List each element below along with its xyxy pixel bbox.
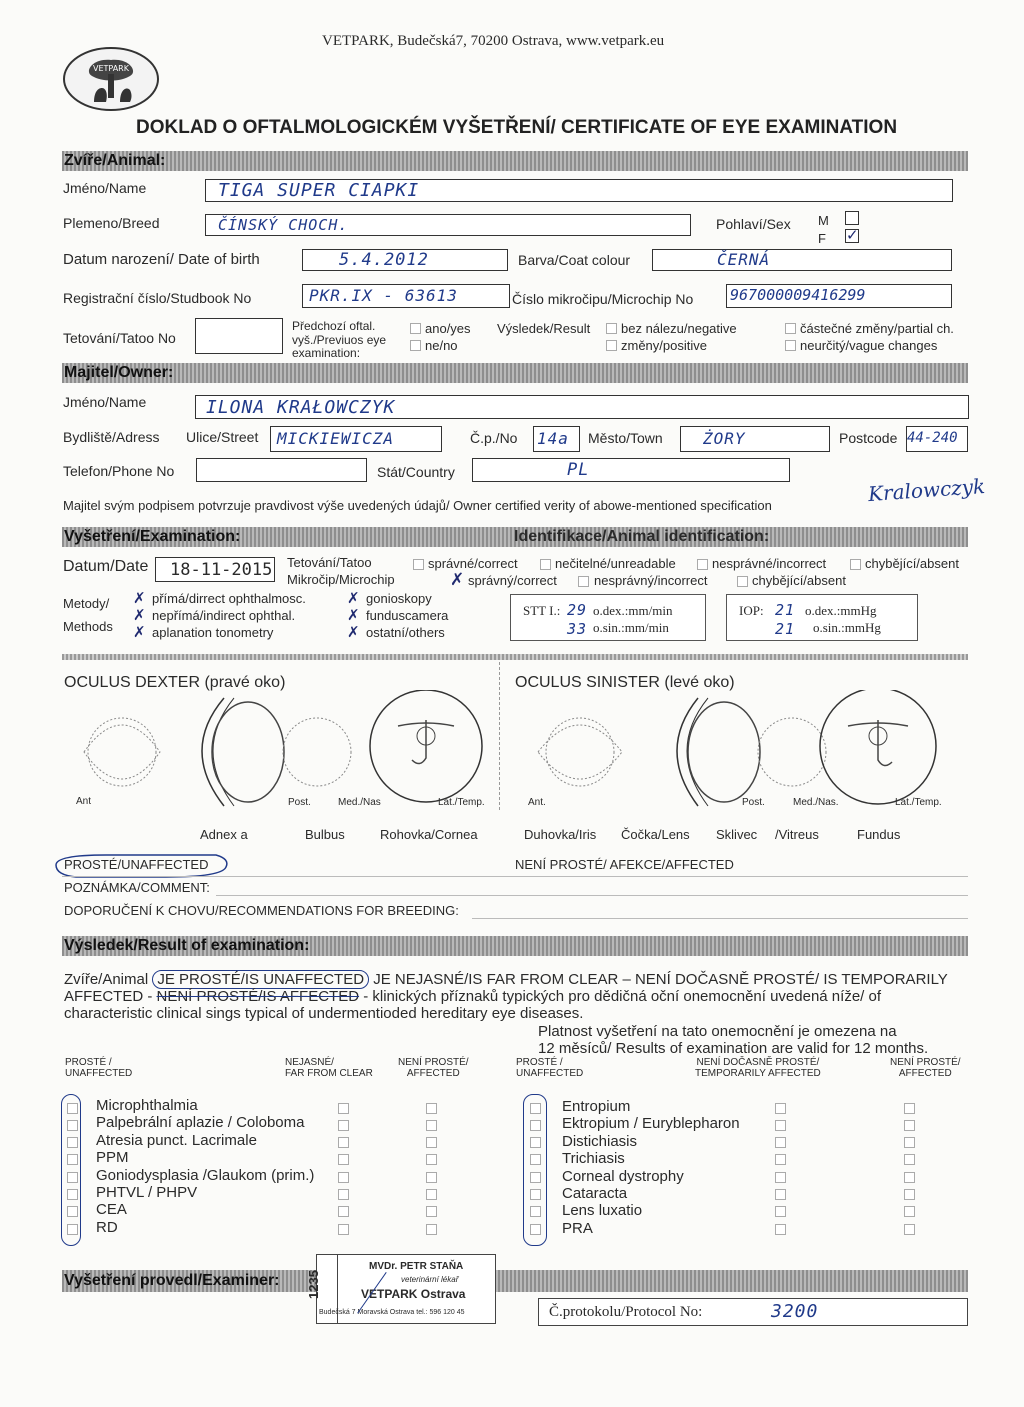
cb-r-unaff[interactable]	[530, 1206, 541, 1217]
cb-l-aff[interactable]	[426, 1103, 437, 1114]
cb-l-unaff[interactable]	[67, 1103, 78, 1114]
town-field[interactable]: ŻORY	[680, 426, 830, 452]
animal-section-bar: Zvíře/Animal:	[62, 151, 968, 171]
h-unaffected: PROSTÉ / UNAFFECTED	[65, 1057, 133, 1079]
left-disease-list	[96, 1097, 314, 1236]
divider-stripe	[62, 654, 968, 660]
coat-label: Barva/Coat colour	[518, 252, 631, 268]
cb-r-unaff[interactable]	[530, 1172, 541, 1183]
result-label: Výsledek/Result	[497, 321, 591, 336]
disease-entropium: Entropium	[562, 1098, 631, 1115]
previous-exam-label: Předchozí oftal. vyš./Previuos eye examination:	[292, 319, 387, 360]
cb-r-temp[interactable]	[775, 1189, 786, 1200]
cb-l-aff[interactable]	[426, 1172, 437, 1183]
os-affected-label: NENÍ PROSTÉ/ AFEKCE/AFFECTED	[515, 857, 734, 872]
res-vague-checkbox[interactable]	[785, 340, 796, 351]
cb-r-unaff[interactable]	[530, 1189, 541, 1200]
disease-pra: PRA	[562, 1219, 593, 1237]
page-title: DOKLAD O OFTALMOLOGICKÉM VYŠETŘENÍ/ CERTIFICATE OF EYE EXAMINATION	[136, 117, 898, 138]
validity-line-1: Platnost vyšetření na tato onemocnění je omezena na	[538, 1023, 897, 1040]
diagram-divider	[499, 662, 501, 810]
res-pos-label: změny/positive	[621, 338, 707, 353]
coat-field[interactable]: ČERNÁ	[652, 249, 952, 271]
street-label: Ulice/Street	[186, 429, 259, 445]
exam-date-field[interactable]: 18-11-2015	[155, 557, 275, 582]
cb-r-temp[interactable]	[775, 1103, 786, 1114]
res-neg-checkbox[interactable]	[606, 323, 617, 334]
col-sklivec: Sklivec	[716, 827, 758, 842]
cb-r-unaff[interactable]	[530, 1120, 541, 1131]
disease-distichiasis: Distichiasis	[562, 1132, 638, 1150]
col-adnexa: Adnex a	[200, 827, 248, 842]
breed-field[interactable]: ČÍNSKÝ CHOCH.	[205, 214, 691, 236]
disease-glaukom: Goniodysplasia /Glaukom (prim.)	[96, 1166, 315, 1184]
col-bulbus: Bulbus	[305, 827, 345, 842]
col-iris: Duhovka/Iris	[524, 827, 597, 842]
disease-lens-luxatio: Lens luxatio	[562, 1202, 643, 1220]
res-neg-label: bez nálezu/negative	[621, 321, 737, 336]
col-cornea: Rohovka/Cornea	[380, 827, 478, 842]
gonioscopy-label: gonioskopy	[366, 591, 432, 606]
os-post-label: Post.	[742, 797, 765, 808]
methods-label: Metody/	[63, 596, 110, 611]
cb-l-unaff[interactable]	[67, 1224, 78, 1235]
disease-microphthalmia: Microphthalmia	[96, 1097, 198, 1114]
sex-m-checkbox[interactable]	[845, 211, 859, 225]
cb-r-aff[interactable]	[904, 1189, 915, 1200]
disease-rd: RD	[96, 1218, 118, 1236]
tattoo-field[interactable]	[195, 318, 283, 354]
od-unaffected-label: PROSTÉ/UNAFFECTED	[64, 857, 209, 872]
direct-mark[interactable]: ✗	[133, 590, 146, 607]
h-affected-right: NENÍ PROSTÉ/ AFFECTED	[890, 1057, 961, 1079]
os-lat-label: Lat./Temp.	[895, 797, 942, 808]
cb-l-unaff[interactable]	[67, 1172, 78, 1183]
clinic-address: VETPARK, Budečská7, 70200 Ostrava, www.vetpark.eu	[322, 33, 665, 49]
os-med-label: Med./Nas.	[793, 797, 839, 808]
indirect-label: nepřímá/indirect ophthal.	[152, 608, 296, 623]
od-med-label: Med./Nas	[338, 797, 381, 808]
col-fundus: Fundus	[857, 827, 901, 842]
col-vitreus: /Vitreus	[775, 827, 819, 842]
comment-line	[216, 895, 968, 896]
h-unaffected-right: PROSTÉ / UNAFFECTED	[516, 1057, 584, 1079]
res-vague-label: neurčitý/vague changes	[800, 338, 938, 353]
od-eye-diagram	[62, 690, 498, 810]
chip-absent-label: chybějící/absent	[752, 573, 846, 588]
col-lens: Čočka/Lens	[621, 827, 690, 842]
cb-l-far[interactable]	[338, 1137, 349, 1148]
right-disease-list	[562, 1098, 740, 1237]
cb-l-far[interactable]	[338, 1224, 349, 1235]
cb-l-far[interactable]	[338, 1103, 349, 1114]
tattoo-correct-label: správné/correct	[428, 556, 518, 571]
cb-l-aff[interactable]	[426, 1224, 437, 1235]
result-line-3: characteristic clinical sings typical of undermentioded hereditary eye diseases.	[64, 1005, 584, 1022]
cb-l-aff[interactable]	[426, 1120, 437, 1131]
exam-section-bar: Vyšetření/Examination:	[62, 527, 968, 547]
cb-l-aff[interactable]	[426, 1154, 437, 1165]
res-partial-checkbox[interactable]	[785, 323, 796, 334]
od-post-label: Post.	[288, 797, 311, 808]
cb-l-unaff[interactable]	[67, 1206, 78, 1217]
result-section-bar: Výsledek/Result of examination:	[62, 936, 968, 956]
funduscamera-mark[interactable]: ✗	[347, 607, 360, 624]
protocol-value: 3200	[771, 1301, 819, 1322]
owner-signature: Kralowczyk	[867, 473, 986, 507]
affected-line	[62, 876, 968, 877]
svg-text:VETPARK: VETPARK	[92, 64, 130, 73]
tonometry-mark[interactable]: ✗	[133, 624, 146, 641]
id-tattoo-label: Tetování/Tatoo	[287, 555, 372, 570]
cb-l-far[interactable]	[338, 1206, 349, 1217]
direct-label: přímá/dirrect ophthalmosc.	[152, 591, 306, 606]
microchip-field[interactable]: 967000009416299	[726, 284, 952, 308]
is-affected-option[interactable]: NENÍ PROSTÉ/IS AFFECTED	[156, 988, 360, 1005]
disease-atresia: Atresia punct. Lacrimale	[96, 1131, 257, 1149]
cb-r-unaff[interactable]	[530, 1103, 541, 1114]
h-affected: NENÍ PROSTÉ/ AFFECTED	[398, 1057, 469, 1079]
studbook-field[interactable]: PKR.IX - 63613	[302, 284, 510, 308]
disease-ektropium: Ektropium / Euryblepharon	[562, 1115, 740, 1133]
prev-no-checkbox[interactable]	[410, 340, 421, 351]
tonometry-label: aplanation tonometry	[152, 625, 274, 640]
owner-section-bar: Majitel/Owner:	[62, 363, 968, 383]
sex-f-checkbox[interactable]: ✓	[846, 227, 859, 244]
comment-label: POZNÁMKA/COMMENT:	[64, 880, 210, 895]
protocol-field[interactable]	[538, 1298, 968, 1326]
h-temp-affected: NENÍ DOČASNĚ PROSTÉ/ TEMPORARILY AFFECTED	[695, 1057, 821, 1079]
res-pos-checkbox[interactable]	[606, 340, 617, 351]
postcode-field[interactable]: 44-240	[906, 426, 968, 452]
prev-yes-label: ano/yes	[425, 321, 471, 336]
chip-correct-mark[interactable]: ✗	[450, 570, 465, 589]
tattoo-label: Tetování/Tatoo No	[63, 330, 176, 346]
cb-r-temp[interactable]	[775, 1224, 786, 1235]
chip-absent-checkbox[interactable]	[737, 576, 748, 587]
cb-l-unaff[interactable]	[67, 1154, 78, 1165]
cb-r-aff[interactable]	[904, 1224, 915, 1235]
breeding-label: DOPORUČENÍ K CHOVU/RECOMMENDATIONS FOR BREEDING:	[64, 903, 459, 918]
tattoo-incorrect-label: nesprávné/incorrect	[712, 556, 827, 571]
chip-incorrect-label: nesprávný/incorrect	[594, 573, 708, 588]
breed-label: Plemeno/Breed	[63, 215, 160, 231]
postcode-label: Postcode	[839, 430, 898, 446]
cb-l-far[interactable]	[338, 1189, 349, 1200]
animal-name-label: Jméno/Name	[63, 180, 147, 196]
dob-field[interactable]: 5.4.2012	[302, 249, 508, 271]
tattoo-absent-label: chybějící/absent	[865, 556, 959, 571]
phone-field[interactable]	[196, 458, 367, 482]
id-chip-label: Mikročip/Microchip	[287, 572, 395, 587]
os-eye-diagram	[510, 690, 968, 810]
country-field[interactable]: PL	[472, 458, 790, 482]
disease-cataracta: Cataracta	[562, 1184, 628, 1202]
cb-r-aff[interactable]	[904, 1137, 915, 1148]
disease-ppm: PPM	[96, 1149, 129, 1167]
studbook-label: Registrační číslo/Studbook No	[63, 290, 252, 306]
cb-r-aff[interactable]	[904, 1172, 915, 1183]
breeding-line	[472, 918, 968, 919]
result-line-1: Zvíře/Animal JE PROSTÉ/IS UNAFFECTED JE NEJASNÉ/IS FAR FROM CLEAR – NENÍ DOČASNĚ PROSTÉ/ IS TEMPORARILY	[64, 971, 948, 988]
cb-l-far[interactable]	[338, 1154, 349, 1165]
cb-r-aff[interactable]	[904, 1103, 915, 1114]
house-no-label: Č.p./No	[470, 430, 518, 446]
street-field[interactable]: MICKIEWICZA	[270, 426, 442, 452]
prev-no-label: ne/no	[425, 338, 458, 353]
result-line-2: AFFECTED - NENÍ PROSTÉ/IS AFFECTED - klinických příznaků typických pro dědičná oční onemocnění uvedená níže/ of	[64, 988, 882, 1005]
others-mark[interactable]: ✗	[347, 624, 360, 641]
iop-box: IOP: 21 o.dex.:mmHg 21 o.sin.:mmHg	[726, 594, 918, 641]
cb-l-far[interactable]	[338, 1172, 349, 1183]
cb-l-unaff[interactable]	[67, 1189, 78, 1200]
os-title: OCULUS SINISTER (levé oko)	[515, 674, 735, 691]
cb-r-temp[interactable]	[775, 1120, 786, 1131]
country-label: Stát/Country	[377, 464, 455, 480]
address-label: Bydliště/Adress	[63, 429, 160, 445]
house-no-field[interactable]: 14a	[533, 426, 580, 452]
sex-label: Pohlaví/Sex	[716, 216, 791, 232]
cb-l-aff[interactable]	[426, 1189, 437, 1200]
gonioscopy-mark[interactable]: ✗	[347, 590, 360, 607]
indirect-mark[interactable]: ✗	[133, 607, 146, 624]
disease-cea: CEA	[96, 1201, 127, 1219]
microchip-label: Číslo mikročipu/Microchip No	[512, 291, 694, 307]
others-label: ostatní/others	[366, 625, 445, 640]
protocol-label: Č.protokolu/Protocol No:	[549, 1304, 703, 1320]
cb-r-unaff[interactable]	[530, 1224, 541, 1235]
os-ant-label: Ant.	[528, 797, 546, 808]
cb-l-unaff[interactable]	[67, 1120, 78, 1131]
od-title: OCULUS DEXTER (pravé oko)	[64, 674, 286, 691]
owner-name-label: Jméno/Name	[63, 394, 147, 410]
dob-label: Datum narození/ Date of birth	[63, 251, 260, 268]
h-far-from-clear: NEJASNÉ/ FAR FROM CLEAR	[285, 1057, 373, 1079]
vetpark-logo	[62, 46, 160, 112]
tattoo-absent-checkbox[interactable]	[850, 559, 861, 570]
vet-stamp: 1235 MVDr. PETR STAŇA veterinární lékař VETPARK Ostrava Budečská 7 Moravská Ostrava tel.: 596 120 45	[316, 1254, 496, 1324]
examiner-section-bar: Vyšetření provedl/Examiner:	[62, 1270, 968, 1292]
cb-r-unaff[interactable]	[530, 1154, 541, 1165]
cb-l-aff[interactable]	[426, 1137, 437, 1148]
cb-r-temp[interactable]	[775, 1172, 786, 1183]
cb-l-unaff[interactable]	[67, 1137, 78, 1148]
funduscamera-label: funduscamera	[366, 608, 449, 623]
tattoo-correct-checkbox[interactable]	[413, 559, 424, 570]
chip-correct-label: správný/correct	[468, 573, 557, 588]
cb-r-temp[interactable]	[775, 1206, 786, 1217]
ident-section-bar: Identifikace/Animal identification:	[510, 527, 968, 547]
cb-r-aff[interactable]	[904, 1154, 915, 1165]
cb-l-far[interactable]	[338, 1120, 349, 1131]
sex-m-label: M	[818, 213, 829, 228]
od-ant-label: Ant	[76, 796, 92, 807]
sex-f-label: F	[818, 231, 826, 246]
tattoo-unreadable-checkbox[interactable]	[540, 559, 551, 570]
od-lat-label: Lat./Temp.	[438, 797, 485, 808]
cb-r-temp[interactable]	[775, 1137, 786, 1148]
owner-name-field[interactable]: ILONA KRAŁOWCZYK	[195, 395, 969, 419]
methods-label-en: Methods	[63, 619, 113, 634]
exam-date-label: Datum/Date	[63, 558, 149, 575]
tattoo-incorrect-checkbox[interactable]	[697, 559, 708, 570]
stt-box: STT I.: 29 o.dex.:mm/min 33 o.sin.:mm/min	[510, 594, 706, 641]
disease-corneal-dystrophy: Corneal dystrophy	[562, 1167, 684, 1185]
cb-r-temp[interactable]	[775, 1154, 786, 1165]
cb-r-aff[interactable]	[904, 1206, 915, 1217]
cb-r-unaff[interactable]	[530, 1137, 541, 1148]
is-unaffected-option[interactable]: JE PROSTÉ/IS UNAFFECTED	[152, 970, 369, 989]
disease-phtvl: PHTVL / PHPV	[96, 1183, 198, 1201]
unaffected-circle-mark	[46, 851, 236, 879]
disease-trichiasis: Trichiasis	[562, 1150, 625, 1168]
chip-incorrect-checkbox[interactable]	[578, 576, 589, 587]
tattoo-unreadable-label: nečitelné/unreadable	[555, 556, 676, 571]
phone-label: Telefon/Phone No	[63, 463, 175, 479]
disease-coloboma: Palpebrální aplazie / Coloboma	[96, 1114, 305, 1132]
animal-name-field[interactable]: TIGA SUPER CIAPKI	[205, 179, 953, 202]
res-partial-label: částečné změny/partial ch.	[800, 321, 954, 336]
prev-yes-checkbox[interactable]	[410, 323, 421, 334]
cb-r-aff[interactable]	[904, 1120, 915, 1131]
cb-l-aff[interactable]	[426, 1206, 437, 1217]
town-label: Město/Town	[588, 430, 663, 446]
validity-line-2: 12 měsíců/ Results of examination are valid for 12 months.	[538, 1040, 929, 1057]
owner-statement: Majitel svým podpisem potvrzuje pravdivost výše uvedených údajů/ Owner certified verity of abowe-mentioned specification	[63, 498, 772, 513]
